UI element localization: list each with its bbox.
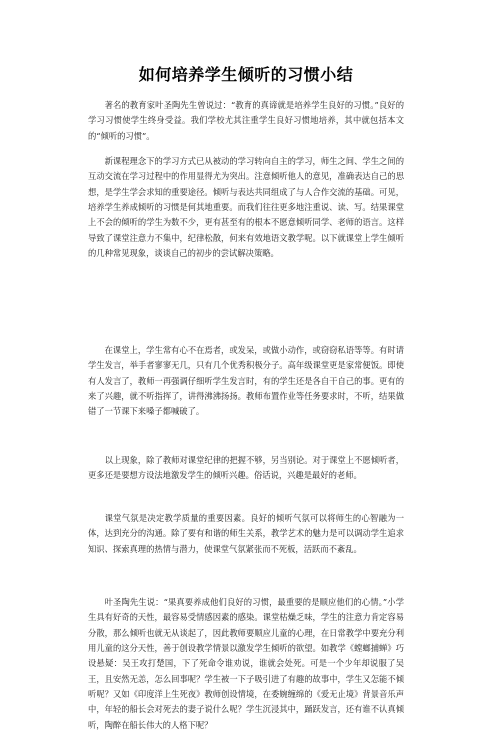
- paragraph-6: 叶圣陶先生说：“果真要养成他们良好的习惯，最重要的是顺应他们的心情。”小学生具有好奇的天性，最容易受情感因素的感染。课堂枯燥乏味，学生的注意力肯定容易分散，那么倾听也就无从谈起了，因此教师要顺应儿童的心理，在日常教学中要充分利用儿童的这分天性，善于创设教学情景以激发学生倾听的欲望。如教学《螳螂捕蝉》巧设悬疑：吴王攻打楚国，下了死命令谁劝说，谁就会处死。可是一个少年却说服了吴王，且安然无恙，怎么回事呢？学生被一下子吸引进了有趣的故事中，学生又怎能不倾听呢？又如《印度洋上生死夜》教师创设情境，在委婉缠绵的《爱无止境》背景音乐声中，年轻的船长会对死去的妻子说什么呢？学生沉浸其中，踊跃发言，还有谁不认真倾听，陶醉在船长伟大的人格下呢？: [88, 597, 404, 730]
- paragraph-4: 以上现象，除了教师对课堂纪律的把握不够，另当别论。对于课堂上不愿倾听者，更多还是要想方设法地激发学生的倾听兴趣。俗话说，兴趣是最好的老师。: [88, 455, 404, 481]
- paragraph-3: 在课堂上，学生常有心不在焉者，或发呆，或做小动作，或窃窃私语等等。有时请学生发言，举手者寥寥无几，只有几个优秀积极分子。高年级课堂更是家常便饭。即使有人发言了，教师一再强调仔细听学生发言时，有的学生还是各自干自己的事。更有的来了兴趣，就不听指挥了，讲得沸沸扬扬。教师布置作业等任务要求时，不听，结果做错了一节课下来嗓子都喊破了。: [88, 345, 404, 417]
- document-title: 如何培养学生倾听的习惯小结: [138, 65, 354, 84]
- paragraph-1: 著名的教育家叶圣陶先生曾说过：“教育的真谛就是培养学生良好的习惯。”良好的学习习惯使学生终身受益。我们学校尤其注重学生良好习惯地培养，其中就包括本文的“倾听的习惯”。: [88, 100, 404, 141]
- paragraph-5: 课堂气氛是决定教学质量的重要因素。良好的倾听气氛可以将师生的心智融为一体，达到充分的沟通。除了要有和谐的师生关系，教学艺术的魅力是可以调动学生追求知识、探索真理的热情与潜力，使课堂气氛紧张而不死板，活跃而不紊乱。: [88, 513, 404, 554]
- paragraph-2: 新课程理念下的学习方式已从被动的学习转向自主的学习，师生之间、学生之间的互动交流在学习过程中的作用显得尤为突出。注意倾听他人的意见，准确表达自己的思想，是学生学会求知的重要途径。倾听与表达共同组成了与人合作交流的基础。可见，培养学生养成倾听的习惯是何其地重要。而我们往往更多地注重说、读、写。结果课堂上不会的倾听的学生为数不少，更有甚至有的根本不愿意倾听同学、老师的语言。这样导致了课堂注意力不集中，纪律松散，何来有效地语文教学呢。以下就课堂上学生倾听的几种常见现象，谈谈自己的初步的尝试解决策略。: [88, 156, 404, 259]
